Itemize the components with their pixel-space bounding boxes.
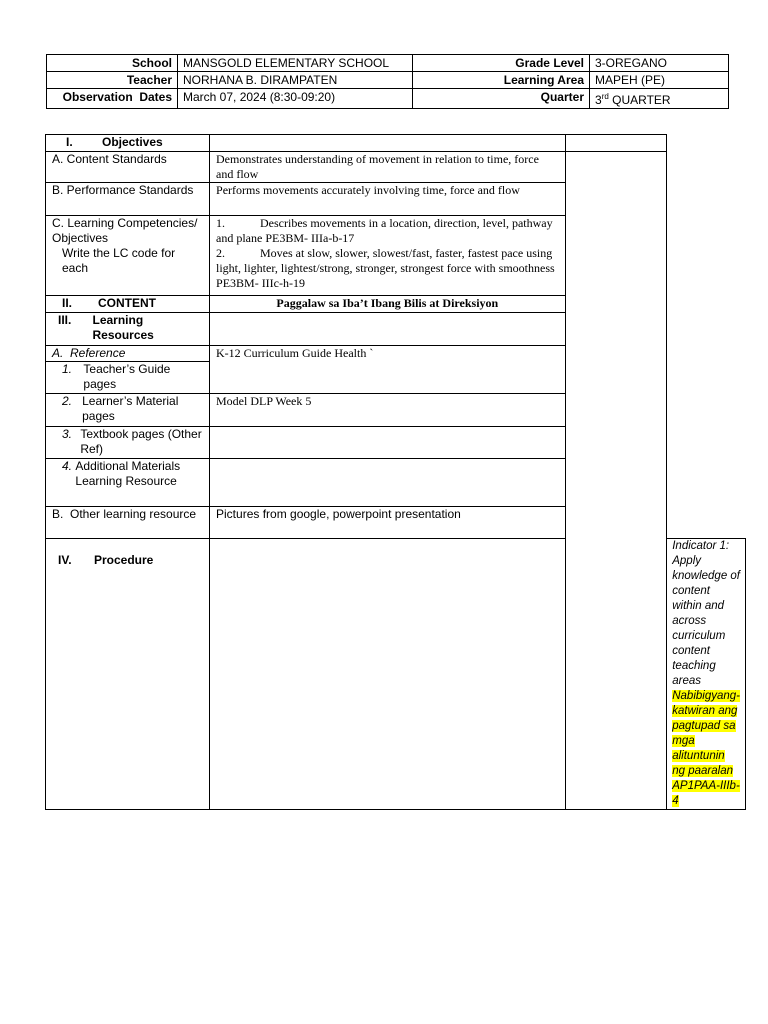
quarter-label: Quarter — [413, 89, 590, 109]
competencies-label-cell — [46, 216, 210, 296]
learners-material-label: 2. Learner’s Material pages — [46, 394, 210, 427]
textbook-pages-label: 3. Textbook pages (Other Ref) — [46, 427, 210, 459]
content-standards-value: Demonstrates understanding of movement in relation to time, force and flow — [210, 152, 566, 183]
quarter-word: QUARTER — [608, 93, 671, 107]
content-heading: II. CONTENT — [46, 296, 210, 313]
header-info-table — [46, 54, 729, 109]
learners-material-value: Model DLP Week 5 — [210, 394, 566, 427]
competencies-label: C. Learning Competencies/Objectives — [52, 216, 198, 245]
additional-materials-label: 4. Additional Materials Learning Resource — [46, 459, 210, 507]
teacher-value: NORHANA B. DIRAMPATEN — [178, 72, 413, 89]
learning-area-value: MAPEH (PE) — [590, 72, 729, 89]
indicator-cell — [667, 539, 746, 810]
objectives-notes-cell — [565, 135, 667, 152]
procedure-value-cell — [210, 539, 566, 810]
additional-materials-value-cell — [210, 459, 566, 507]
competencies-sublabel: Write the LC code for each — [62, 246, 176, 275]
other-resources-label: B. Other learning resource — [46, 507, 210, 539]
school-value: MANSGOLD ELEMENTARY SCHOOL — [178, 55, 413, 72]
performance-standards-value: Performs movements accurately involving time, force and flow — [210, 183, 566, 216]
observation-dates-value: March 07, 2024 (8:30-09:20) — [178, 89, 413, 109]
grade-level-value: 3-OREGANO — [590, 55, 729, 72]
teachers-guide-label: 1. Teacher’s Guide pages — [46, 362, 210, 394]
competencies-value — [210, 216, 566, 296]
quarter-suffix: rd — [601, 92, 609, 101]
learning-area-label: Learning Area — [413, 72, 590, 89]
reference-label: A. Reference — [46, 346, 210, 362]
competency-item-1: 1. Describes movements in a location, direction, level, pathway and plane PE3BM- IIIa-b-17 — [216, 216, 553, 245]
grade-level-label: Grade Level — [413, 55, 590, 72]
quarter-number: 3 — [595, 93, 602, 107]
content-standards-label: A. Content Standards — [46, 152, 210, 183]
observation-dates-label: Observation Dates — [47, 89, 178, 109]
indicator-highlight: Nabibigyang-katwiran ang pagtupad sa mga alituntunin ng paaralan AP1PAA-IIIb-4 — [672, 690, 740, 807]
objectives-heading: I. Objectives — [46, 135, 210, 152]
teacher-label: Teacher — [47, 72, 178, 89]
objectives-value-cell — [210, 135, 566, 152]
competency-item-2: 2. Moves at slow, slower, slowest/fast, faster, fastest pace using light, lighter, lightest/strong, stronger, strongest force with smoothness PE3BM- IIIc-h-19 — [216, 246, 555, 290]
notes-column — [565, 152, 667, 810]
school-label: School — [47, 55, 178, 72]
procedure-heading: IV. Procedure — [46, 539, 210, 810]
learning-resources-value-cell — [210, 313, 566, 346]
reference-value: K-12 Curriculum Guide Health ` — [210, 346, 566, 394]
indicator-text: Indicator 1: Apply knowledge of content within and across curriculum content teaching areas — [672, 540, 741, 687]
performance-standards-label: B. Performance Standards — [46, 183, 210, 216]
textbook-pages-value-cell — [210, 427, 566, 459]
learning-resources-heading: III. Learning Resources — [46, 313, 210, 346]
other-resources-value: Pictures from google, powerpoint presentation — [210, 507, 566, 539]
quarter-value — [590, 89, 729, 109]
content-value: Paggalaw sa Iba’t Ibang Bilis at Direksiyon — [210, 296, 566, 313]
lesson-plan-table — [45, 134, 746, 810]
